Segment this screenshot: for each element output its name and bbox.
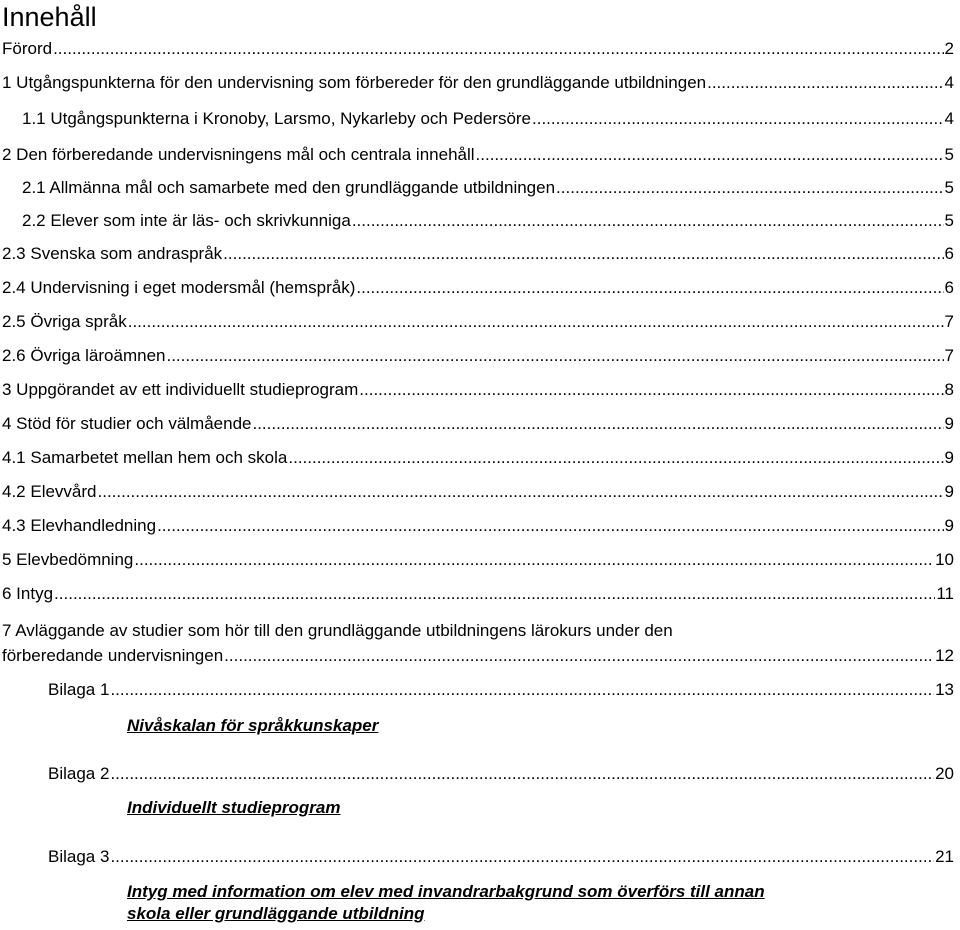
toc-entry-2-1[interactable]	[22, 177, 954, 199]
toc-entry-4[interactable]	[2, 413, 954, 435]
appendix-1-subtitle: Nivåskalan för språkkunskaper	[127, 716, 379, 735]
page-title: Innehåll	[2, 2, 97, 32]
toc-entry-label: 1.1 Utgångspunkterna i Kronoby, Larsmo, Nykarleby och Pedersöre	[22, 109, 532, 128]
dot-leader	[288, 447, 943, 469]
toc-entry-7[interactable]	[2, 645, 954, 667]
toc-entry-forord[interactable]	[2, 38, 954, 60]
toc-entry-label: 1 Utgångspunkterna för den undervisning som förbereder för den grundläggande utbildningen	[2, 73, 707, 92]
toc-page-number: 21	[935, 847, 954, 866]
dot-leader	[157, 515, 943, 537]
toc-page-number: 10	[935, 550, 954, 569]
toc-page-number: 12	[935, 646, 954, 665]
toc-entry-2-6[interactable]	[2, 345, 954, 367]
toc-entry-label: 3 Uppgörandet av ett individuellt studieprogram	[2, 380, 359, 399]
toc-entry-label: Förord	[2, 39, 53, 58]
dot-leader	[476, 144, 944, 166]
dot-leader	[166, 345, 943, 367]
toc-entry-2-2[interactable]	[22, 210, 954, 232]
toc-page-number: 9	[944, 482, 954, 501]
toc-page-number: 7	[944, 346, 954, 365]
toc-entry-label: 2.4 Undervisning i eget modersmål (hemspråk)	[2, 278, 356, 297]
toc-entry-label: 2.5 Övriga språk	[2, 312, 127, 331]
toc-page-number: 6	[944, 244, 954, 263]
dot-leader	[110, 846, 934, 868]
toc-entry-label: 2 Den förberedande undervisningens mål och centrala innehåll	[2, 145, 475, 164]
toc-page-number: 9	[944, 414, 954, 433]
dot-leader	[707, 72, 943, 94]
toc-entry-2-5[interactable]	[2, 311, 954, 333]
dot-leader	[128, 311, 944, 333]
toc-entry-label: 2.6 Övriga läroämnen	[2, 346, 166, 365]
toc-entry-3[interactable]	[2, 379, 954, 401]
toc-page-number: 11	[936, 584, 954, 603]
dot-leader	[223, 243, 943, 265]
toc-entry-1-1[interactable]	[22, 108, 954, 130]
toc-appendix-2[interactable]	[48, 763, 954, 785]
toc-page-number: 13	[935, 680, 954, 699]
dot-leader	[110, 763, 934, 785]
dot-leader	[352, 210, 944, 232]
toc-page-number: 5	[944, 178, 954, 197]
toc-entry-label: 2.2 Elever som inte är läs- och skrivkunniga	[22, 211, 351, 230]
dot-leader	[110, 679, 934, 701]
appendix-2-subtitle: Individuellt studieprogram	[127, 798, 341, 817]
toc-page-number: 4	[944, 73, 954, 92]
toc-page-number: 5	[944, 211, 954, 230]
toc-page-number: 9	[944, 516, 954, 535]
toc-entry-label: 2.3 Svenska som andraspråk	[2, 244, 223, 263]
toc-entry-label: 5 Elevbedömning	[2, 550, 134, 569]
toc-entry-4-3[interactable]	[2, 515, 954, 537]
appendix-3-subtitle: Intyg med information om elev med invandrarbakgrund som överförs till annan	[127, 882, 765, 901]
toc-entry-1[interactable]	[2, 72, 954, 94]
toc-entry-4-2[interactable]	[2, 481, 954, 503]
dot-leader	[54, 583, 935, 605]
toc-entry-label: Bilaga 3	[48, 847, 110, 866]
appendix-3-subtitle-line2: skola eller grundläggande utbildning	[127, 904, 425, 923]
toc-entry-5[interactable]	[2, 549, 954, 571]
toc-entry-4-1[interactable]	[2, 447, 954, 469]
dot-leader	[356, 277, 943, 299]
toc-page-number: 5	[944, 145, 954, 164]
toc-page-number: 2	[944, 39, 954, 58]
toc-appendix-1[interactable]	[48, 679, 954, 701]
toc-entry-6[interactable]	[2, 583, 954, 605]
dot-leader	[134, 549, 934, 571]
toc-page-number: 20	[935, 764, 954, 783]
toc-entry-7-line1[interactable]: 7 Avläggande av studier som hör till den grundläggande utbildningens lärokurs under den	[2, 621, 673, 640]
dot-leader	[556, 177, 943, 199]
toc-entry-label: Bilaga 1	[48, 680, 110, 699]
toc-page-number: 9	[944, 448, 954, 467]
dot-leader	[98, 481, 944, 503]
toc-appendix-3[interactable]	[48, 846, 954, 868]
toc-entry-label: 4.2 Elevvård	[2, 482, 97, 501]
toc-entry-2[interactable]	[2, 144, 954, 166]
dot-leader	[224, 645, 934, 667]
toc-entry-label: 4.1 Samarbetet mellan hem och skola	[2, 448, 288, 467]
toc-entry-label: 4 Stöd för studier och välmående	[2, 414, 252, 433]
dot-leader	[252, 413, 943, 435]
toc-entry-2-4[interactable]	[2, 277, 954, 299]
toc-page-number: 6	[944, 278, 954, 297]
toc-page-number: 4	[944, 109, 954, 128]
dot-leader	[359, 379, 943, 401]
toc-page-number: 8	[944, 380, 954, 399]
toc-entry-label: Bilaga 2	[48, 764, 110, 783]
toc-entry-2-3[interactable]	[2, 243, 954, 265]
toc-entry-label: 4.3 Elevhandledning	[2, 516, 157, 535]
toc-page-number: 7	[944, 312, 954, 331]
dot-leader	[53, 38, 943, 60]
toc-entry-label: 2.1 Allmänna mål och samarbete med den grundläggande utbildningen	[22, 178, 556, 197]
toc-entry-label: förberedande undervisningen	[2, 646, 224, 665]
dot-leader	[532, 108, 944, 130]
toc-entry-label: 6 Intyg	[2, 584, 54, 603]
